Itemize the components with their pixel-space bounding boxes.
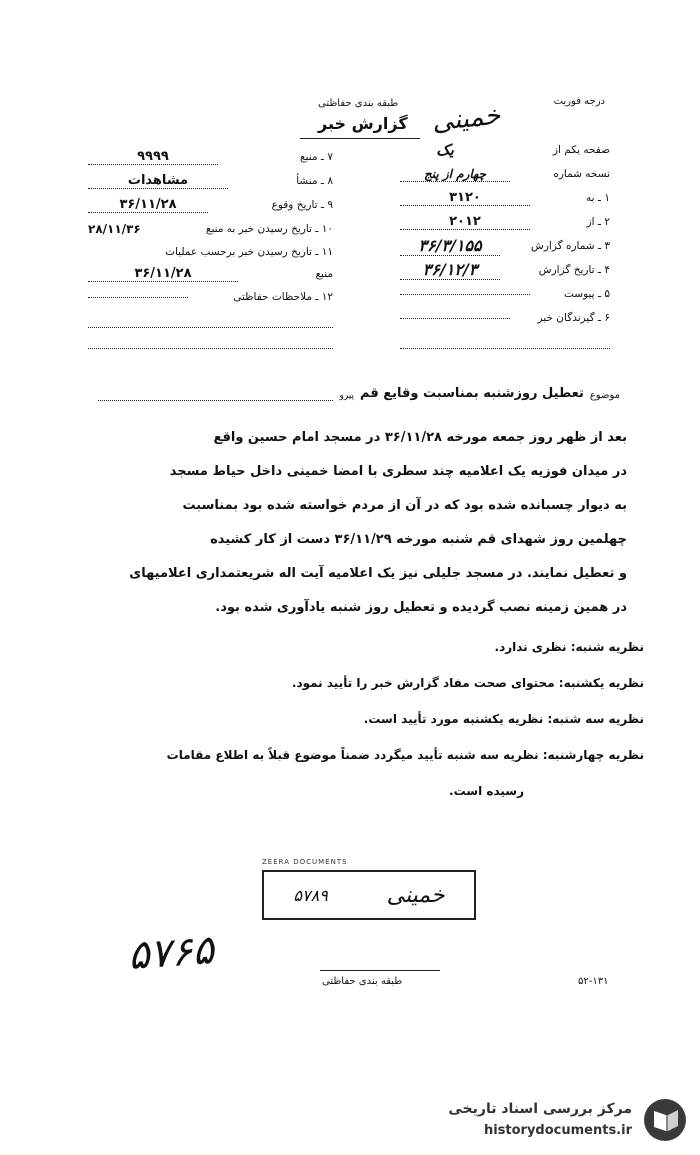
subject-label: موضوع (589, 390, 620, 401)
stamp-top-text: ZEERA DOCUMENTS (262, 858, 348, 866)
field-security-notes-value (88, 297, 188, 298)
classification-label: درجه فوریت (553, 96, 605, 107)
field-to-label: ۱ ـ به (586, 192, 610, 204)
field-to-value: ۳۱۲۰ (400, 190, 530, 206)
field-source-label: ۷ ـ منبع (300, 151, 333, 163)
subject-note: پیرو (339, 391, 355, 401)
right-fields (400, 138, 610, 349)
stamp-text: خمینی (386, 882, 445, 908)
body-line: به دیوار چسبانده شده بود که در آن از مردم خواسته شده بود بمناسبت (182, 498, 627, 513)
subject-value: تعطیل روزشنبه بمناسبت وقایع قم (360, 386, 584, 401)
field-received-date-label: ۱۰ ـ تاریخ رسیدن خبر به منبع (205, 223, 333, 235)
field-report-number-value: ۳۶/۳/۱۵۵ (400, 236, 500, 256)
watermark-url: historydocuments.ir (483, 1123, 632, 1138)
opinion-line: نظریه یکشنبه: محتوای صحت مفاد گزارش خبر را تأیید نمود. (291, 676, 644, 690)
body-line: و تعطیل نمایند. در مسجد جلیلی نیز یک اعلامیه آیت اله شریعتمداری اعلامیهای (129, 566, 627, 581)
field-source (88, 145, 333, 169)
footer-line (320, 970, 440, 971)
field-recipients (400, 306, 610, 330)
subject-row (98, 386, 620, 401)
body-line: در میدان فوزیه یک اعلامیه چند سطری با امضا خمینی داخل حیاط مسجد (169, 464, 627, 479)
field-report-number-label: ۳ ـ شماره گزارش (531, 240, 610, 252)
watermark-name: مرکز بررسی اسناد تاریخی (448, 1101, 632, 1117)
field-origin-label: ۸ ـ منشأ (296, 175, 333, 187)
body-line: چهلمین روز شهدای قم شنبه مورخه ۳۶/۱۱/۲۹ دست از کار کشیده (210, 532, 627, 547)
report-body (92, 430, 627, 634)
body-line: بعد از ظهر روز جمعه مورخه ۳۶/۱۱/۲۸ در مسجد امام حسین واقع (213, 430, 627, 445)
field-source-value: ۹۹۹۹ (88, 149, 218, 165)
field-attachment (400, 282, 610, 306)
field-from-value: ۲۰۱۲ (400, 214, 530, 230)
field-report-date-label: ۴ ـ تاریخ گزارش (538, 264, 610, 276)
opinion-line: نظریه سه شنبه: نظریه یکشنبه مورد تأیید است. (363, 712, 644, 726)
field-ops-date-label: ۱۱ ـ تاریخ رسیدن خبر برحسب عملیات (165, 246, 333, 258)
field-event-date-value: ۳۶/۱۱/۲۸ (88, 197, 208, 213)
field-recipients-value (400, 318, 510, 319)
handwritten-name: خمینی (430, 100, 502, 138)
field-security-notes (88, 285, 333, 309)
opinion-line: نظریه چهارشنبه: نظریه سه شنبه تأیید میگردد ضمناً موضوع قبلاً به اطلاع مقامات (166, 748, 644, 762)
blank-line (88, 334, 333, 349)
archive-stamp (262, 858, 482, 920)
field-to (400, 186, 610, 210)
field-ops-source-value: ۳۶/۱۱/۲۸ (88, 266, 238, 282)
field-ops-date (88, 241, 333, 263)
field-origin-value: مشاهدات (88, 173, 228, 189)
stamp-box (262, 870, 476, 920)
form-code: ۵۲-۱۳۱ (578, 976, 609, 987)
watermark (428, 1093, 690, 1149)
subject-line (98, 390, 333, 401)
field-origin (88, 169, 333, 193)
field-attachment-value (400, 294, 530, 295)
field-copy-label: نسخه شماره (553, 168, 610, 180)
field-recipients-label: ۶ ـ گیرندگان خبر (537, 312, 610, 324)
field-attachment-label: ۵ ـ پیوست (563, 288, 610, 300)
field-security-notes-label: ۱۲ ـ ملاحظات حفاظتی (233, 291, 333, 303)
field-event-date (88, 193, 333, 217)
field-copy (400, 162, 610, 186)
handwritten-number: ۵۷۶۵ (126, 927, 216, 979)
opinion-line: نظریه شنبه: نظری ندارد. (494, 640, 644, 654)
field-received-date-value: ۲۸/۱۱/۳۶ (88, 222, 141, 236)
field-from-label: ۲ ـ از (586, 216, 610, 228)
field-page-label: صفحه یکم از (552, 144, 610, 156)
book-logo-icon (642, 1097, 688, 1143)
field-page-value: یک (436, 141, 454, 159)
field-page (400, 138, 610, 162)
classification-top: طبقه بندی حفاظتی (318, 98, 399, 109)
field-report-date (400, 258, 610, 282)
field-copy-value: چهارم از پنج (400, 167, 510, 182)
blank-line (88, 313, 333, 328)
left-fields (88, 145, 333, 349)
opinions (78, 640, 644, 820)
stamp-number: ۵۷۸۹ (293, 885, 328, 905)
field-from (400, 210, 610, 234)
opinion-line: رسیده است. (449, 784, 524, 798)
field-ops-source-label: منبع (315, 268, 333, 280)
field-event-date-label: ۹ ـ تاریخ وقوع (271, 199, 333, 211)
body-line: در همین زمینه نصب گردیده و تعطیل روز شنبه یادآوری شده بود. (215, 600, 627, 615)
field-received-date (88, 217, 333, 241)
footer-classification: طبقه بندی حفاظتی (322, 976, 403, 987)
field-report-number (400, 234, 610, 258)
document-title: گزارش خبر (318, 114, 408, 133)
field-ops-source (88, 263, 333, 285)
blank-line (400, 334, 610, 349)
field-report-date-value: ۳۶/۱۲/۳ (400, 260, 500, 280)
